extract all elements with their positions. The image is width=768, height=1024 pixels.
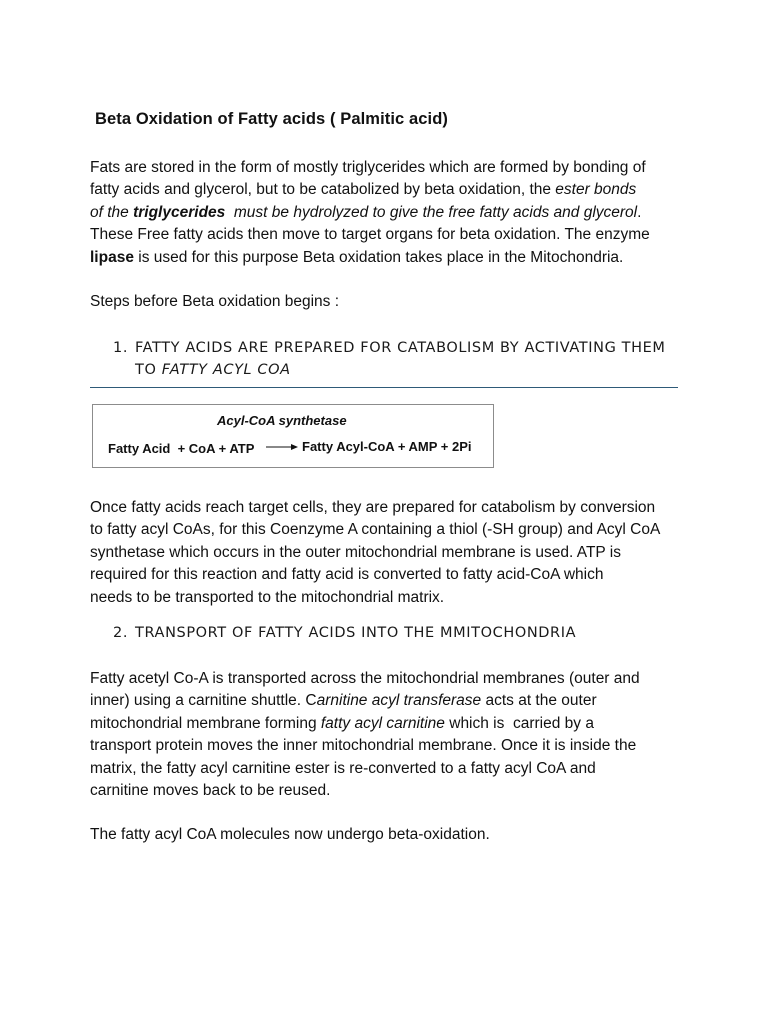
intro-line-4: These Free fatty acids then move to target organs for beta oxidation. The enzyme: [90, 226, 650, 244]
activation-paragraph: Once fatty acids reach target cells, they are prepared for catabolism by conversion to fatty acyl CoAs, for this Coenzyme A containing a thiol (-SH group) and Acyl CoA synthetase which occurs in the outer mitochondrial membrane is used. ATP is required for this reaction and fatty acid is converted to fatty acid-CoA which needs to be transported to the mitochondrial matrix.: [90, 499, 661, 606]
step-1-heading: 1. FATTY ACIDS ARE PREPARED FOR CATABOLISM BY ACTIVATING THEM TO FATTY ACYL COA: [113, 337, 693, 381]
step-1-number: 1.: [113, 340, 129, 356]
ester-bonds-emphasis: ester bonds: [555, 181, 637, 199]
lipase-emphasis: lipase: [90, 248, 134, 266]
intro-paragraph: [90, 157, 690, 269]
carnitine-acyl-transferase-emphasis: arnitine acyl transferase: [316, 692, 482, 710]
fatty-acyl-carnitine-emphasis: fatty acyl carnitine: [320, 714, 445, 732]
enzyme-label: Acyl-CoA synthetase: [217, 413, 347, 428]
reaction-arrow-icon: [265, 441, 299, 453]
intro-line-1: Fats are stored in the form of mostly triglycerides which are formed by bonding of: [90, 159, 646, 176]
document-title: Beta Oxidation of Fatty acids ( Palmitic acid): [95, 110, 449, 128]
reaction-equation-box: [92, 404, 494, 468]
intro-line-2: fatty acids and glycerol, but to be catabolized by beta oxidation, the ester bonds: [90, 181, 637, 199]
intro-line-3: of the triglycerides must be hydrolyzed to give the free fatty acids and glycerol.: [90, 203, 642, 221]
products-text: Fatty Acyl-CoA + AMP + 2Pi: [302, 439, 472, 454]
steps-intro: Steps before Beta oxidation begins :: [90, 293, 340, 310]
fatty-acyl-coa-emphasis: FATTY ACYL COA: [161, 362, 291, 378]
transport-paragraph: Fatty acetyl Co-A is transported across the mitochondrial membranes (outer and inner) using a carnitine shuttle. Carnitine acyl transferase acts at the outer mitochondrial membrane forming fatty acyl carnitine which is carried by a transport protein moves the inner mitochondrial membrane. Once it is inside the matrix, the fatty acyl carnitine ester is re-converted to a fatty acyl CoA and carnitine moves back to be reused.: [90, 670, 640, 800]
intro-line-5: lipase is used for this purpose Beta oxidation takes place in the Mitochondria.: [90, 248, 624, 266]
step-2-number: 2.: [113, 625, 129, 641]
triglycerides-emphasis: triglycerides: [133, 203, 226, 221]
conclusion-paragraph: The fatty acyl CoA molecules now undergo beta-oxidation.: [90, 826, 490, 843]
reactants-text: Fatty Acid + CoA + ATP: [108, 441, 255, 456]
heading-divider: [90, 387, 678, 388]
step-2-heading: 2. TRANSPORT OF FATTY ACIDS INTO THE MMITOCHONDRIA: [113, 622, 693, 644]
